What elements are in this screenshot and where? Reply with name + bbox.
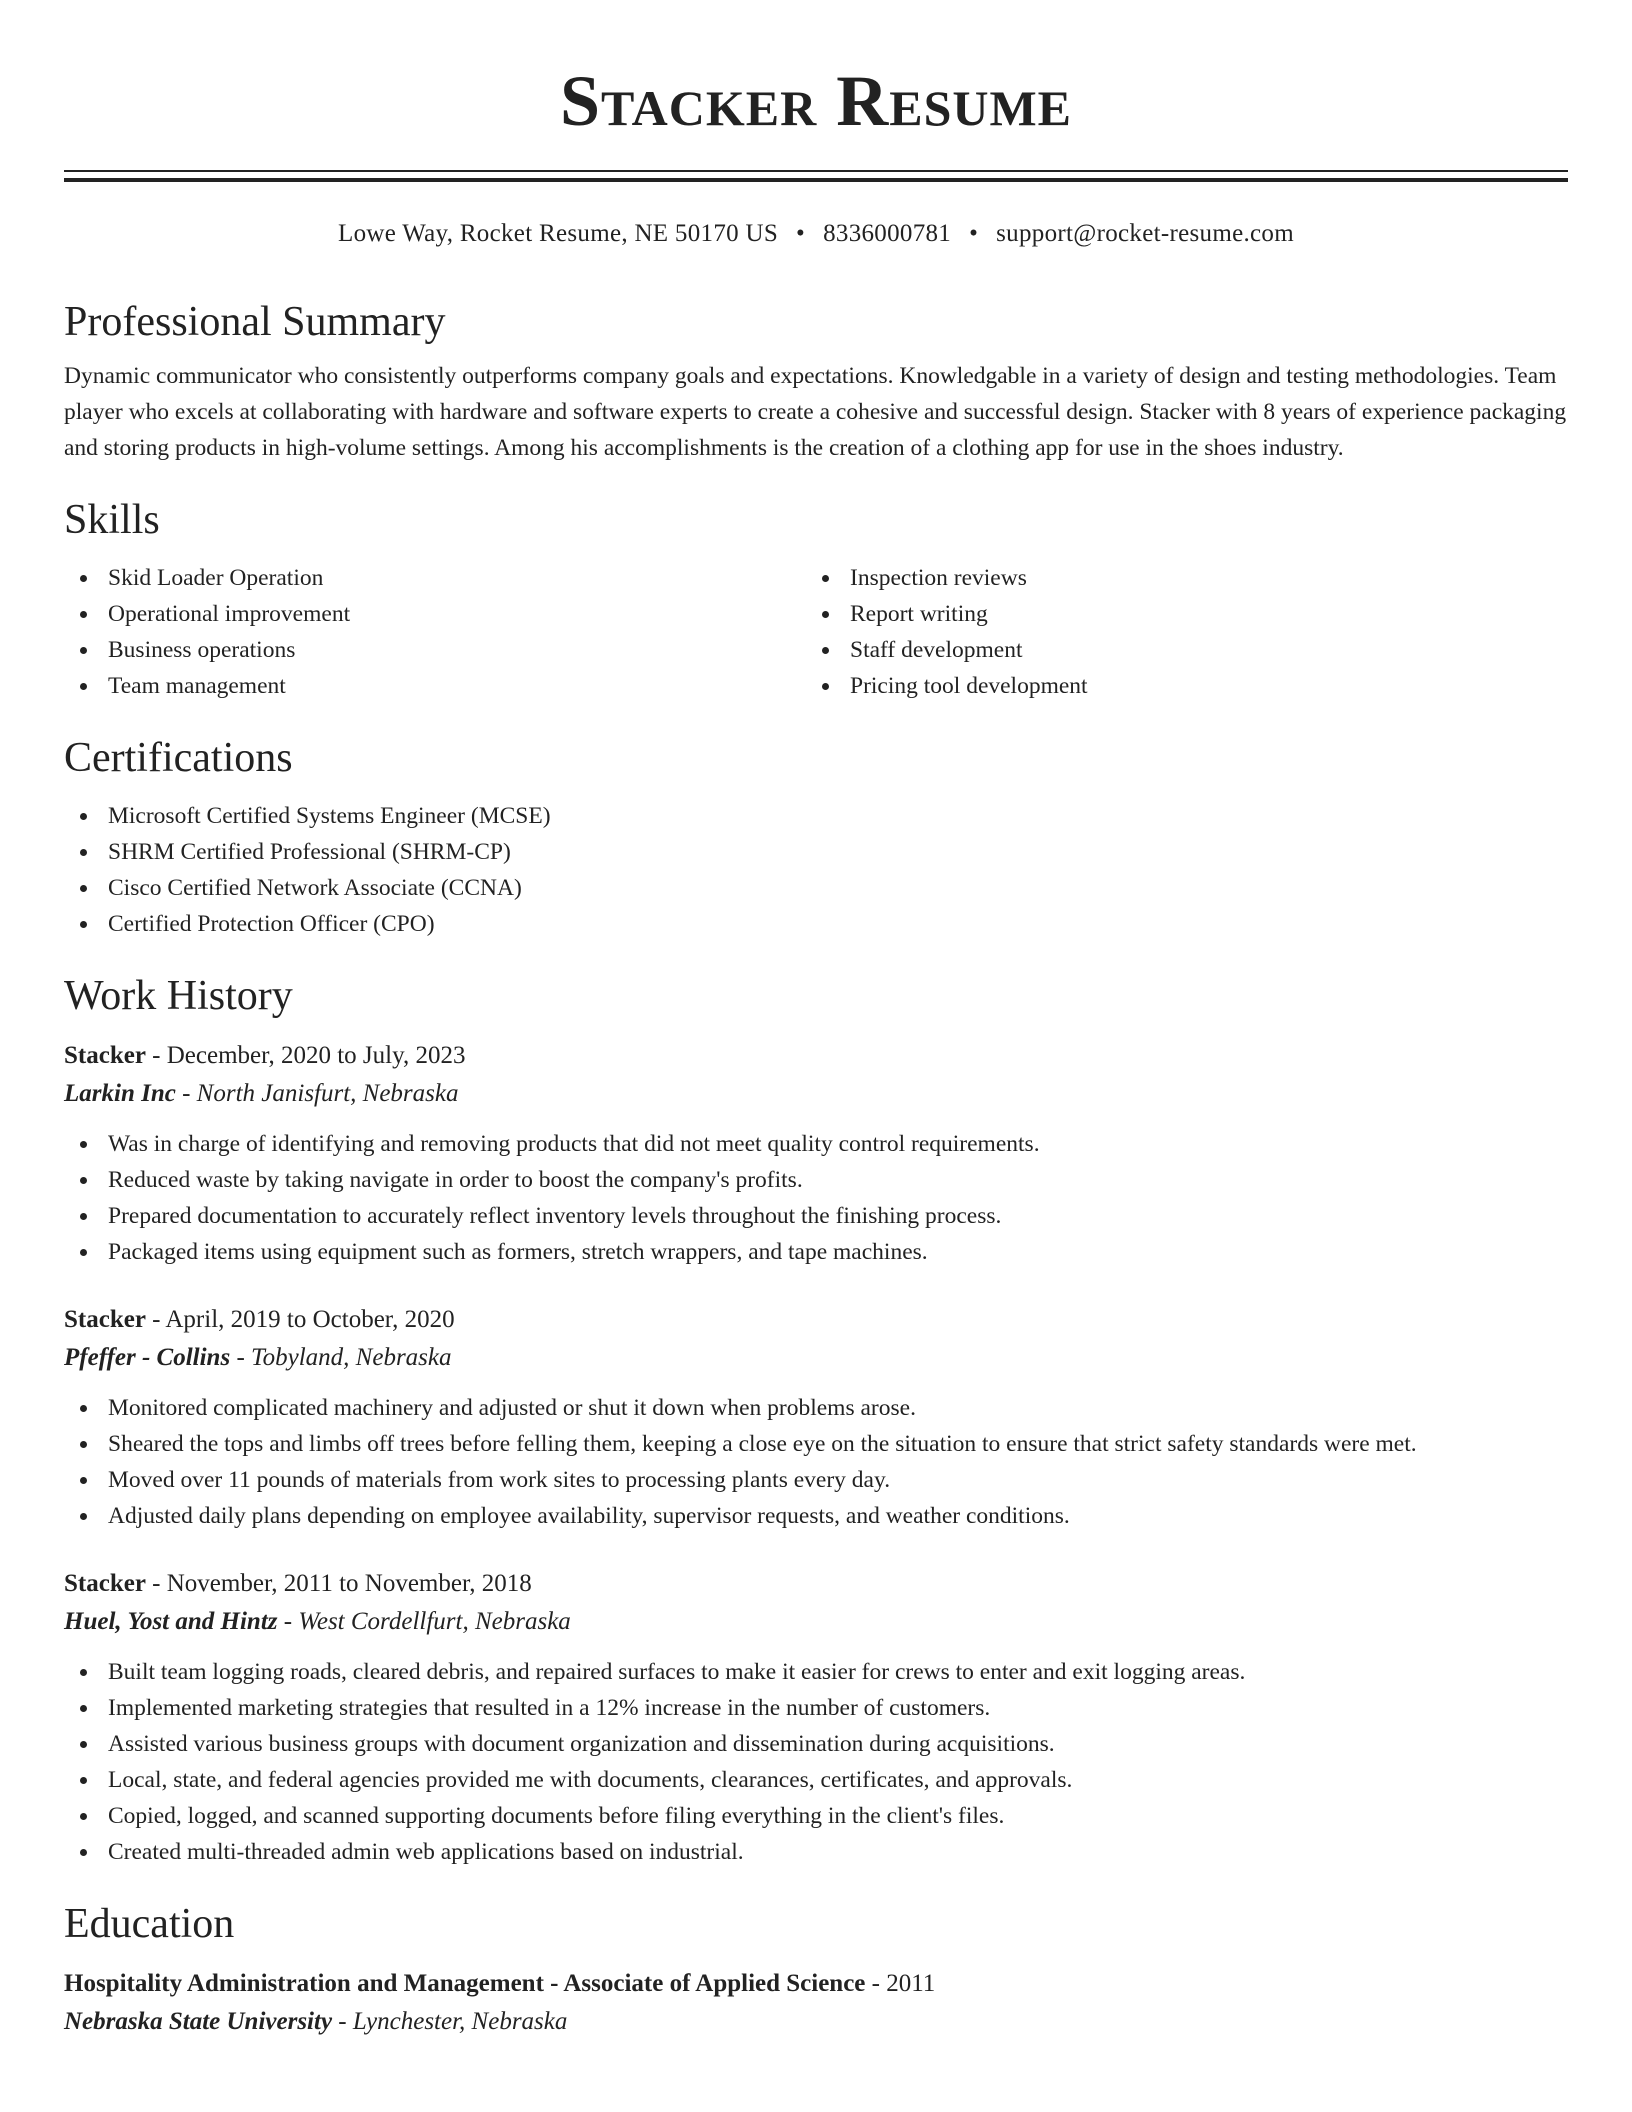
job-bullet: Monitored complicated machinery and adjusted or shut it down when problems arose. xyxy=(64,1390,1568,1426)
job-bullet: Created multi-threaded admin web applications based on industrial. xyxy=(64,1834,1568,1870)
dash: - xyxy=(332,2008,353,2035)
job-location: North Janisfurt, Nebraska xyxy=(196,1080,459,1107)
dash: - xyxy=(277,1608,299,1635)
job-bullet: Moved over 11 pounds of materials from work sites to processing plants every day. xyxy=(64,1462,1568,1498)
job-dates: April, 2019 to October, 2020 xyxy=(165,1306,455,1333)
skills-right-list xyxy=(806,560,1548,704)
job-title: Stacker xyxy=(64,1042,146,1069)
title-divider-thin xyxy=(64,170,1568,172)
skill-item: Pricing tool development xyxy=(806,668,1548,704)
job-location: West Cordellfurt, Nebraska xyxy=(298,1608,571,1635)
certification-item: SHRM Certified Professional (SHRM-CP) xyxy=(64,834,1568,870)
job-title: Stacker xyxy=(64,1306,146,1333)
skill-item: Inspection reviews xyxy=(806,560,1548,596)
skill-item: Staff development xyxy=(806,632,1548,668)
skills-left-list xyxy=(64,560,806,704)
education-entry xyxy=(64,1966,1568,2042)
certifications-heading: Certifications xyxy=(64,735,293,781)
job-bullets xyxy=(64,1654,1568,1870)
job-bullet: Sheared the tops and limbs off trees before felling them, keeping a close eye on the situation to ensure that strict safety standards were met. xyxy=(64,1426,1568,1462)
job-company-line xyxy=(64,1074,1568,1114)
contact-separator: • xyxy=(796,220,806,247)
dash: - xyxy=(230,1344,252,1371)
job-bullets xyxy=(64,1390,1568,1534)
contact-email[interactable]: support@rocket-resume.com xyxy=(996,220,1294,247)
job-location: Tobyland, Nebraska xyxy=(251,1344,452,1371)
dash: - xyxy=(865,1970,887,1997)
job-title-line xyxy=(64,1302,1568,1338)
job-bullet: Adjusted daily plans depending on employee availability, supervisor requests, and weather conditions. xyxy=(64,1498,1568,1534)
education-year: 2011 xyxy=(886,1970,936,1997)
skill-item: Business operations xyxy=(64,632,806,668)
skills-heading: Skills xyxy=(64,497,160,543)
contact-address: Lowe Way, Rocket Resume, NE 50170 US xyxy=(338,220,779,247)
skill-item: Operational improvement xyxy=(64,596,806,632)
job-bullet: Reduced waste by taking navigate in order to boost the company's profits. xyxy=(64,1162,1568,1198)
job-company-line xyxy=(64,1338,1568,1378)
job-bullet: Copied, logged, and scanned supporting documents before filing everything in the client's files. xyxy=(64,1798,1568,1834)
job-company-line xyxy=(64,1602,1568,1642)
job-title: Stacker xyxy=(64,1570,146,1597)
job-bullet: Implemented marketing strategies that resulted in a 12% increase in the number of customers. xyxy=(64,1690,1568,1726)
job-bullet: Local, state, and federal agencies provided me with documents, clearances, certificates, and approvals. xyxy=(64,1762,1568,1798)
skill-item: Team management xyxy=(64,668,806,704)
job-bullet: Assisted various business groups with document organization and dissemination during acquisitions. xyxy=(64,1726,1568,1762)
summary-text: Dynamic communicator who consistently outperforms company goals and expectations. Knowledgable in a variety of design and testing methodologies. Team player who excels at collaborating with hardware and software experts to create a cohesive and successful design. Stacker with 8 years of experience packaging and storing products in high-volume settings. Among his accomplishments is the creation of a clothing app for use in the shoes industry. xyxy=(64,363,1567,461)
dash: - xyxy=(145,1306,166,1333)
dash: - xyxy=(175,1080,197,1107)
summary-heading: Professional Summary xyxy=(64,299,446,345)
contact-phone: 8336000781 xyxy=(823,220,952,247)
education-school: Nebraska State University xyxy=(64,2008,333,2035)
education-location: Lynchester, Nebraska xyxy=(352,2008,568,2035)
job-bullets xyxy=(64,1126,1568,1270)
education-school-line xyxy=(64,2002,1568,2042)
job-title-line xyxy=(64,1566,1568,1602)
skill-item: Skid Loader Operation xyxy=(64,560,806,596)
title-divider-thick xyxy=(64,178,1568,182)
job-bullet: Built team logging roads, cleared debris, and repaired surfaces to make it easier for crews to enter and exit logging areas. xyxy=(64,1654,1568,1690)
certifications-list xyxy=(64,798,1568,942)
skill-item: Report writing xyxy=(806,596,1548,632)
job-title-line xyxy=(64,1038,1568,1074)
certification-item: Cisco Certified Network Associate (CCNA) xyxy=(64,870,1568,906)
education-degree: Hospitality Administration and Management - Associate of Applied Science xyxy=(64,1970,866,1997)
job-company: Pfeffer - Collins xyxy=(64,1344,231,1371)
job-entry xyxy=(64,1038,1568,1270)
job-dates: December, 2020 to July, 2023 xyxy=(166,1042,466,1069)
job-company: Huel, Yost and Hintz xyxy=(64,1608,278,1635)
dash: - xyxy=(145,1042,167,1069)
dash: - xyxy=(145,1570,167,1597)
job-entry xyxy=(64,1566,1568,1870)
contact-line xyxy=(64,218,1568,250)
resume-title: Stacker Resume xyxy=(559,61,1073,141)
job-company: Larkin Inc xyxy=(64,1080,176,1107)
job-bullet: Packaged items using equipment such as formers, stretch wrappers, and tape machines. xyxy=(64,1234,1568,1270)
work-history-heading: Work History xyxy=(64,973,293,1019)
education-degree-line xyxy=(64,1966,1568,2002)
skills-columns xyxy=(64,560,1568,704)
resume-page xyxy=(64,0,1568,2042)
job-entry xyxy=(64,1302,1568,1534)
education-heading: Education xyxy=(64,1901,235,1947)
certification-item: Microsoft Certified Systems Engineer (MCSE) xyxy=(64,798,1568,834)
job-dates: November, 2011 to November, 2018 xyxy=(166,1570,532,1597)
certification-item: Certified Protection Officer (CPO) xyxy=(64,906,1568,942)
job-bullet: Was in charge of identifying and removing products that did not meet quality control requirements. xyxy=(64,1126,1568,1162)
contact-separator: • xyxy=(969,220,979,247)
job-bullet: Prepared documentation to accurately reflect inventory levels throughout the finishing process. xyxy=(64,1198,1568,1234)
